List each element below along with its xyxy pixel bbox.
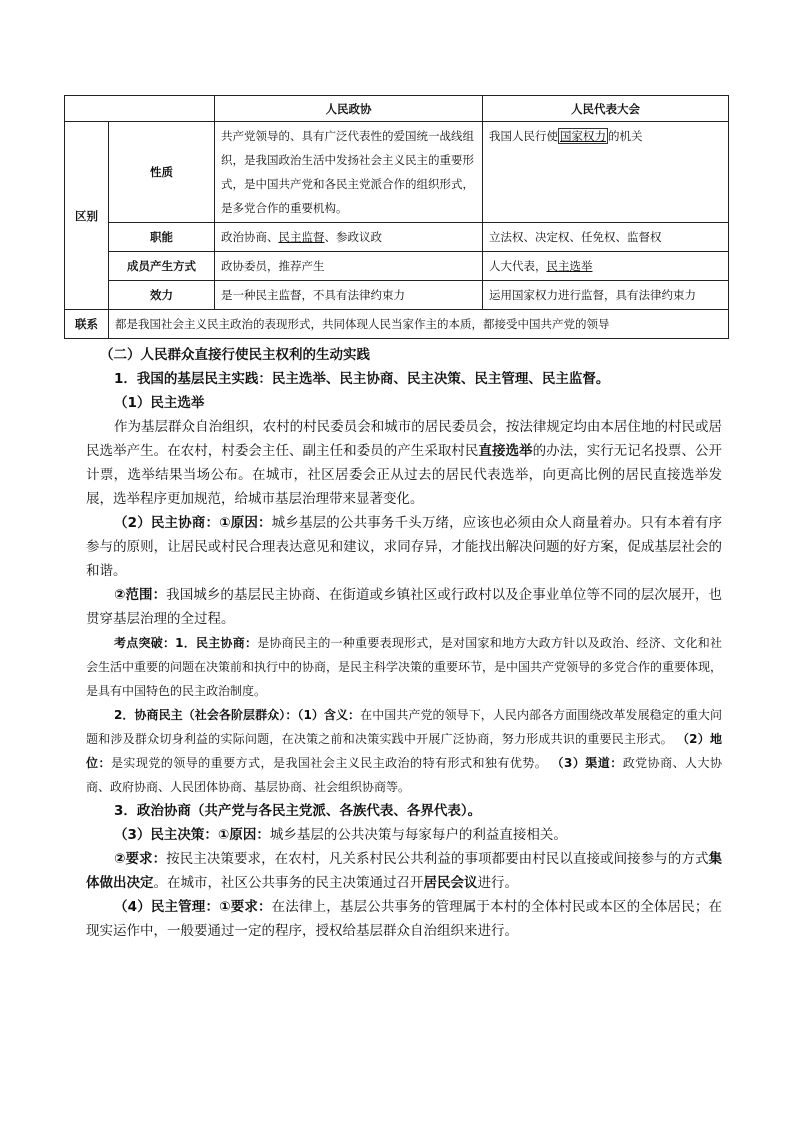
cell-link: 都是我国社会主义民主政治的表现形式，共同体现人民当家作主的本质，都接受中国共产党的领导 xyxy=(109,310,729,339)
row-label-effect: 效力 xyxy=(109,281,215,310)
header-cppcc: 人民政协 xyxy=(215,96,483,122)
cell-cppcc-nature: 共产党领导的、具有广泛代表性的爱国统一战线组织，是我国政治生活中发扬社会主义民主的重要形式，是中国共产党和各民主党派合作的组织形式，是多党合作的重要机构。 xyxy=(215,122,483,223)
table-row-link xyxy=(65,310,729,339)
row-label-link: 联系 xyxy=(65,310,109,339)
boxed-term: 国家权力 xyxy=(560,129,606,143)
cell-npc-function: 立法权、决定权、任免权、监督权 xyxy=(483,223,729,252)
row-label-function: 职能 xyxy=(109,223,215,252)
comparison-table xyxy=(64,95,729,339)
table-corner-cell xyxy=(65,96,215,122)
underlined-term: 民主选举 xyxy=(546,259,593,273)
subheading: （1）民主选举 xyxy=(114,395,205,411)
section-heading: （二）人民群众直接行使民主权利的生动实践 xyxy=(100,347,370,363)
cell-npc-nature: 我国人民行使 国家权力 的机关 xyxy=(483,122,729,223)
table-row-members xyxy=(65,252,729,281)
paragraph: 考点突破：1．民主协商：是协商民主的一种重要表现形式，是对国家和地方大政方针以及政治、经济、文化和社会生活中重要的问题在决策前和执行中的协商，是民主科学决策的重要环节，是中国共产党领导的多党合作的重要体现，是具有中国特色的民主政治制度。 xyxy=(86,636,723,698)
paragraph: 2．协商民主（社会各阶层群众）：（1）含义：在中国共产党的领导下，人民内部各方面围绕改革发展稳定的重大问题和涉及群众切身利益的实际问题，在决策之前和决策实践中开展广泛协商，努力形成共识的重要民主形式。 （2）地位：是实现党的领导的重要方式，是我国社会主义民主政治的特有形式和独有优势。 （3）渠道：政党协商、人大协商、政府协商、人民团体协商、基层协商、社会组织协商等。 xyxy=(86,708,722,794)
row-label-nature: 性质 xyxy=(109,122,215,223)
cell-cppcc-effect: 是一种民主监督，不具有法律约束力 xyxy=(215,281,483,310)
cell-npc-members: 人大代表，民主选举 xyxy=(483,252,729,281)
table-header-row xyxy=(65,96,729,122)
paragraph: ②要求：按民主决策要求，在农村，凡关系村民公共利益的事项都要由村民以直接或间接参与的方式集体做出决定。在城市，社区公共事务的民主决策通过召开居民会议进行。 xyxy=(86,851,723,891)
paragraph: （4）民主管理：①要求：在法律上，基层公共事务的管理属于本村的全体村民或本区的全体居民；在现实运作中，一般要通过一定的程序，授权给基层群众自治组织来进行。 xyxy=(86,899,723,939)
document-body xyxy=(86,343,722,943)
cell-cppcc-members: 政协委员，推荐产生 xyxy=(215,252,483,281)
group-label-difference: 区别 xyxy=(65,122,109,310)
header-npc: 人民代表大会 xyxy=(483,96,729,122)
cell-cppcc-function: 政治协商、民主监督、参政议政 xyxy=(215,223,483,252)
cell-npc-effect: 运用国家权力进行监督，具有法律约束力 xyxy=(483,281,729,310)
paragraph: ②范围：我国城乡的基层民主协商、在街道或乡镇社区或行政村以及企事业单位等不同的层次展开，也贯穿基层治理的全过程。 xyxy=(86,587,723,627)
row-label-members: 成员产生方式 xyxy=(109,252,215,281)
table-row-nature xyxy=(65,122,729,223)
underlined-term: 民主监督 xyxy=(278,230,325,244)
paragraph: 1．我国的基层民主实践：民主选举、民主协商、民主决策、民主管理、民主监督。 xyxy=(114,371,610,387)
table-row-function xyxy=(65,223,729,252)
paragraph: （3）民主决策：①原因：城乡基层的公共决策与每家每户的利益直接相关。 xyxy=(114,827,567,843)
paragraph: 作为基层群众自治组织，农村的村民委员会和城市的居民委员会，按法律规定均由本居住地的村民或居民选举产生。在农村，村委会主任、副主任和委员的产生采取村民直接选举的办法，实行无记名投票、公开计票，选举结果当场公布。在城市，社区居委会正从过去的居民代表选举，向更高比例的居民直接选举发展，选举程序更加规范，给城市基层治理带来显著变化。 xyxy=(86,419,723,507)
paragraph: 3．政治协商（共产党与各民主党派、各族代表、各界代表）。 xyxy=(114,803,482,819)
table-row-effect xyxy=(65,281,729,310)
paragraph: （2）民主协商：①原因：城乡基层的公共事务千头万绪，应该也必须由众人商量着办。只有本着有序参与的原则，让居民或村民合理表达意见和建议，求同存异，才能找出解决问题的好方案，促成基层社会的和谐。 xyxy=(86,515,723,579)
